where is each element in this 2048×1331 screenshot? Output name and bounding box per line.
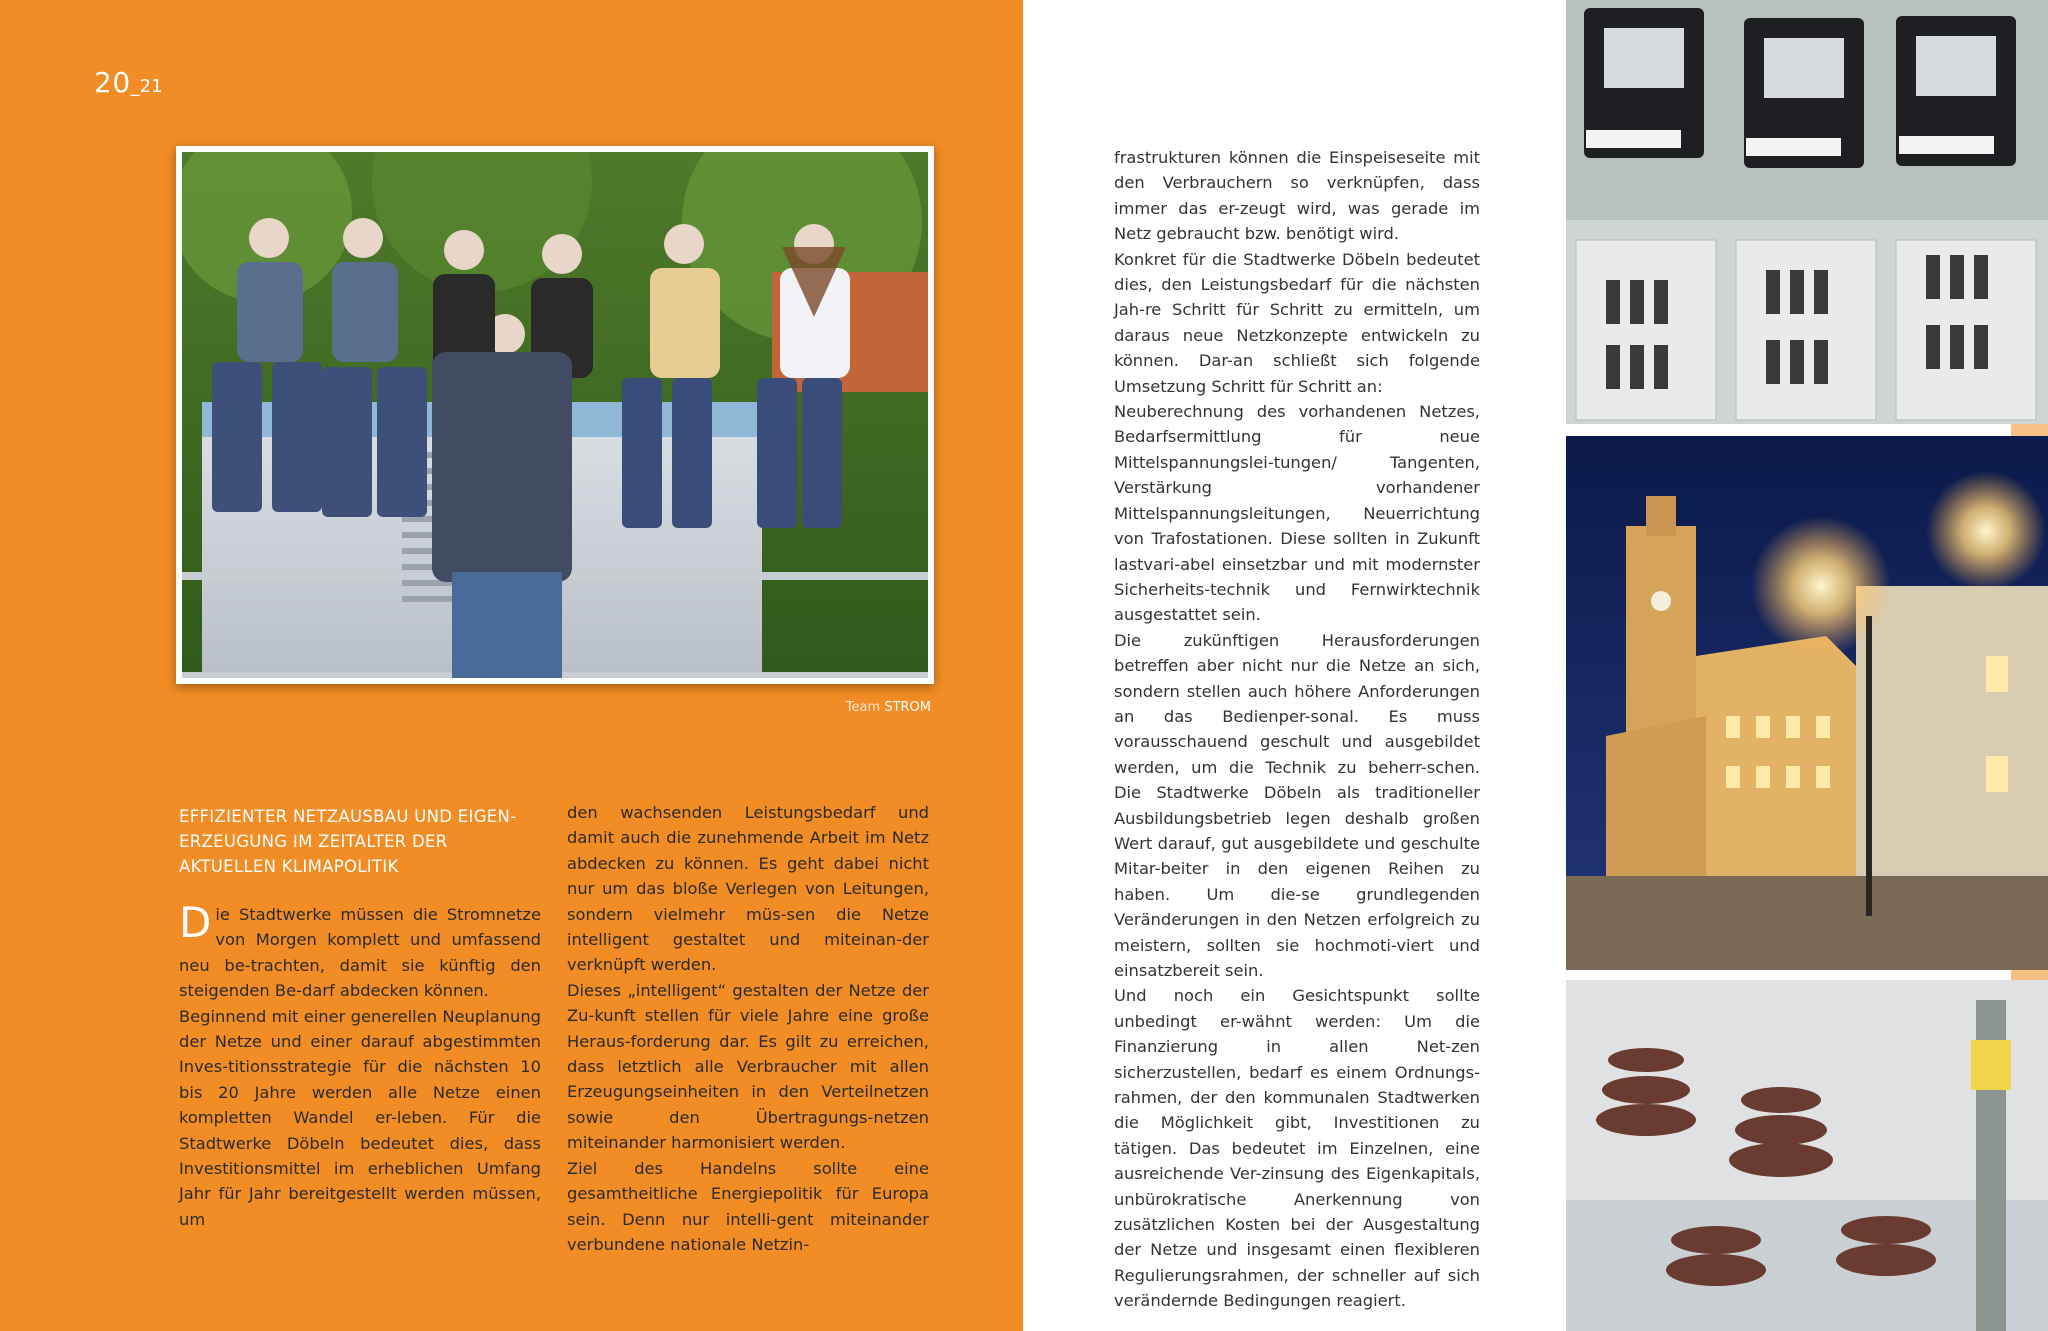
paragraph: Beginnend mit einer generellen Neuplanung der Netze und einer darauf abgestimmten Inves-titionsstrategie für die nächsten 10 bis 20 Jahre werden alle Netze einen kompletten Wandel er-leben. Für die Stadtwerke Döbeln bedeutet dies, dass Investitionsmittel im erheblichen Umfang Jahr für Jahr bereitgestellt werden müssen, um: [179, 1006, 541, 1229]
paragraph: den wachsenden Leistungsbedarf und damit auch die zunehmende Arbeit im Netz abdecken zu können. Es geht dabei nicht nur um das bloße Verlegen von Leitungen, sondern vielmehr müs-sen die Netze intelligent gestaltet und miteinan-der verknüpft werden.: [567, 803, 929, 975]
town-hall-night-photo: [1566, 436, 2048, 970]
paragraph: Die zukünftigen Herausforderungen betreffen aber nicht nur die Netze an sich, sondern stellen auch höhere Anforderungen an das Bedienper-sonal. Es muss vorausschauend geschult und ausgebildet werden, um die Technik zu beherr-schen. Die Stadtwerke Döbeln als traditioneller Ausbildungsbetrieb legen deshalb großen Wert darauf, gut ausgebildete und geschulte Mitar-beiter in den eigenen Reihen zu haben. Um die-se grundlegenden Veränderungen in den Netzen erfolgreich zu meistern, sollten sie hochmoti-viert und einsatzbereit sein.: [1114, 630, 1480, 980]
paragraph: Dieses „intelligent“ gestalten der Netze der Zu-kunft stellen für viele Jahre eine große Heraus-forderung dar. Es gilt zu erreichen, dass letztlich alle Verbraucher mit allen Erzeugungseinheiten in den Verteilnetzen sowie den Übertragungs-netzen miteinander harmonisiert werden.: [567, 980, 929, 1153]
caption-label: STROM: [884, 700, 931, 715]
team-photo: [176, 146, 934, 684]
paragraph: Konkret für die Stadtwerke Döbeln bedeutet dies, den Leistungsbedarf für die nächsten Jah-re Schritt für Schritt zu ermitteln, um daraus neue Netzkonzepte entwickeln zu können. Dar-an schließt sich folgende Umsetzung Schritt für Schritt an:: [1114, 249, 1480, 396]
paragraph: Ziel des Handelns sollte eine gesamtheitliche Energiepolitik für Europa sein. Denn nur intelli-gent miteinander verbundene nationale Netzin-: [567, 1158, 929, 1254]
page-number-next: _21: [130, 76, 163, 97]
paragraph-intro: [179, 898, 541, 1004]
intro-text: ie Stadtwerke müssen die Stromnetze von Morgen komplett und umfassend neu be-trachten, damit sie künftig den steigenden Be-darf abdecken können.: [179, 905, 541, 1001]
dropcap: D: [179, 898, 212, 947]
page-number: [94, 66, 163, 99]
page-number-current: 20: [94, 66, 131, 99]
paragraph: Neuberechnung des vorhandenen Netzes, Bedarfsermittlung für neue Mittelspannungslei-tungen/ Tangenten, Verstärkung vorhandener Mittelspannungsleitungen, Neuerrichtung von Trafostationen. Diese sollten in Zukunft lastvari-abel einsetzbar und mit modernster Sicherheits-technik und Fernwirktechnik ausgestattet sein.: [1114, 402, 1480, 625]
article-column-2: [567, 800, 929, 1257]
left-page: [0, 0, 1023, 1331]
photo-caption: [846, 700, 931, 715]
electricity-meters-image: [1566, 0, 2048, 424]
paragraph: frastrukturen können die Einspeiseseite mit den Verbrauchern so verknüpfen, dass immer das er-zeugt wird, was gerade im Netz gebraucht bzw. benötigt wird.: [1114, 148, 1480, 244]
article-headline: EFFIZIENTER NETZAUSBAU UND EIGEN-ERZEUGUNG IM ZEITALTER DER AKTUELLEN KLIMAPOLITIK: [179, 807, 517, 876]
paragraph: Und noch ein Gesichtspunkt sollte unbedingt er-wähnt werden: Um die Finanzierung in allen Net-zen sicherzustellen, bedarf es einem Ordnungs-rahmen, der den kommunalen Stadtwerken die Möglichkeit gibt, Investitionen zu tätigen. Das bedeutet im Einzelnen, eine ausreichende Ver-zinsung des Eigenkapitals, unbürokratische Anerkennung von zusätzlichen Kosten bei der Ausgestaltung der Netze und insgesamt einen flexibleren Regulierungsrahmen, der schneller auf sich verändernde Bedingungen reagiert.: [1114, 986, 1480, 1311]
electricity-meters-photo: [1566, 0, 2048, 424]
article-column-3: [1114, 145, 1480, 1314]
insulators-image: [1566, 980, 2048, 1331]
caption-prefix: Team: [845, 700, 881, 715]
article-column-1: [179, 898, 541, 1232]
town-hall-night-image: [1566, 436, 2048, 970]
team-photo-image: [182, 152, 928, 678]
insulators-photo: [1566, 980, 2048, 1331]
